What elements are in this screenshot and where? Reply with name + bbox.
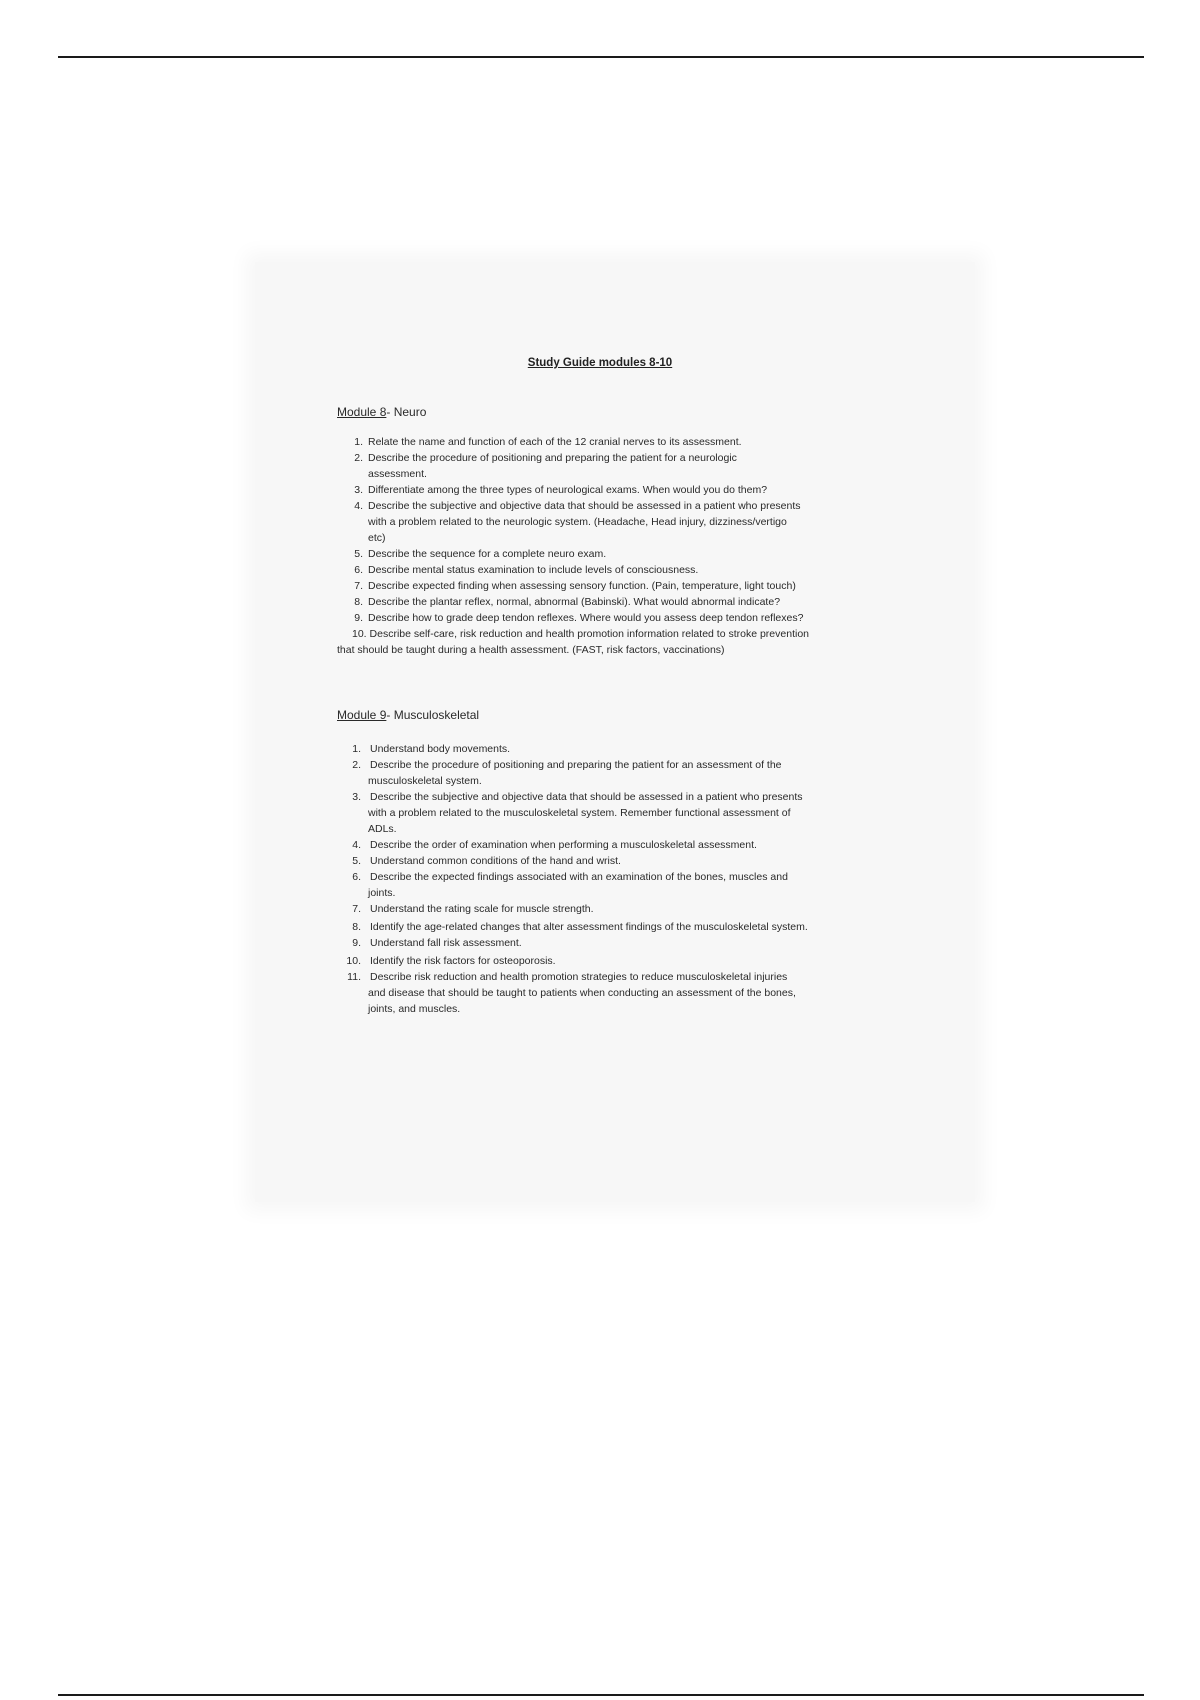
module-8-heading-topic: - Neuro: [386, 405, 427, 419]
list-item-number: 1.: [354, 436, 363, 448]
list-item-text-continued: etc): [368, 532, 386, 544]
list-item-number: 6.: [352, 871, 361, 883]
list-item-text: Describe the order of examination when performing a musculoskeletal assessment.: [370, 839, 757, 851]
list-item-number: 11.: [347, 971, 361, 983]
module-8-heading: [337, 405, 426, 419]
list-item-number: 7.: [352, 903, 361, 915]
list-item-text-continued: musculoskeletal system.: [368, 775, 482, 787]
list-item-number: 3.: [352, 791, 361, 803]
list-item-number: 2.: [354, 452, 363, 464]
document-title: Study Guide modules 8-10: [527, 357, 673, 369]
list-item-text-continued: ADLs.: [368, 823, 397, 835]
list-item-number: 1.: [352, 743, 361, 755]
list-item-text: Describe expected finding when assessing sensory function. (Pain, temperature, light touch): [368, 580, 796, 592]
module-9-heading: [337, 708, 479, 722]
list-item-text: Understand body movements.: [370, 743, 511, 755]
list-item-text: Identify the age-related changes that alter assessment findings of the musculoskeletal system.: [370, 921, 808, 933]
list-item-text: Describe the procedure of positioning and preparing the patient for a neurologic: [368, 452, 737, 464]
list-item-text: Describe the subjective and objective data that should be assessed in a patient who presents: [368, 500, 801, 512]
list-item-text-continued: with a problem related to the musculoskeletal system. Remember functional assessment of: [368, 807, 791, 819]
list-item-number: 5.: [354, 548, 363, 560]
list-item-text: Describe the subjective and objective data that should be assessed in a patient who presents: [370, 791, 803, 803]
list-item-number: 9.: [352, 937, 361, 949]
list-item-number: 4.: [352, 839, 361, 851]
list-item-text-continued: that should be taught during a health assessment. (FAST, risk factors, vaccinations): [337, 644, 725, 656]
scanned-page: [255, 262, 975, 1202]
list-item-number: 3.: [354, 484, 363, 496]
list-item-number: 8.: [352, 921, 361, 933]
list-item: [352, 626, 809, 642]
list-item-text: Understand common conditions of the hand and wrist.: [370, 855, 621, 867]
list-item-number: 9.: [354, 612, 363, 624]
list-item-text-continued: assessment.: [368, 468, 427, 480]
list-item-number: 8.: [354, 596, 363, 608]
list-item-text-continued: joints, and muscles.: [368, 1003, 461, 1015]
list-item-number: 7.: [354, 580, 363, 592]
list-item-number: 5.: [352, 855, 361, 867]
list-item-text-continued: with a problem related to the neurologic system. (Headache, Head injury, dizziness/vertigo: [368, 516, 787, 528]
list-item-text: Describe the expected findings associated with an examination of the bones, muscles and: [370, 871, 788, 883]
list-item-text: Describe the procedure of positioning and preparing the patient for an assessment of the: [370, 759, 782, 771]
list-item-text: Describe mental status examination to include levels of consciousness.: [368, 564, 699, 576]
list-item-text: Describe the sequence for a complete neuro exam.: [368, 548, 607, 560]
list-item-number: 2.: [352, 759, 361, 771]
list-item-number: 6.: [354, 564, 363, 576]
list-item-number: 10.: [346, 955, 361, 967]
module-9-heading-label: Module 9: [337, 708, 387, 722]
list-item-number: 10.: [352, 628, 367, 640]
list-item-text-continued: joints.: [368, 887, 396, 899]
list-item-text: Understand the rating scale for muscle strength.: [370, 903, 594, 915]
list-item-text: Describe self-care, risk reduction and health promotion information related to stroke prevention: [369, 628, 810, 640]
list-item-text: Relate the name and function of each of the 12 cranial nerves to its assessment.: [368, 436, 742, 448]
list-item-number: 4.: [354, 500, 363, 512]
list-item-text: Differentiate among the three types of neurological exams. When would you do them?: [368, 484, 768, 496]
list-item-text: Describe risk reduction and health promotion strategies to reduce musculoskeletal injuries: [370, 971, 788, 983]
list-item-text: Identify the risk factors for osteoporosis.: [370, 955, 556, 967]
module-9-heading-topic: - Musculoskeletal: [386, 708, 480, 722]
list-item-text: Describe how to grade deep tendon reflexes. Where would you assess deep tendon reflexes?: [368, 612, 804, 624]
top-rule: [58, 56, 1144, 58]
module-8-heading-label: Module 8: [337, 405, 387, 419]
list-item-text: Describe the plantar reflex, normal, abnormal (Babinski). What would abnormal indicate?: [368, 596, 781, 608]
bottom-rule: [58, 1694, 1144, 1696]
list-item-text: Understand fall risk assessment.: [370, 937, 522, 949]
list-item-text-continued: and disease that should be taught to patients when conducting an assessment of the bones,: [368, 987, 796, 999]
